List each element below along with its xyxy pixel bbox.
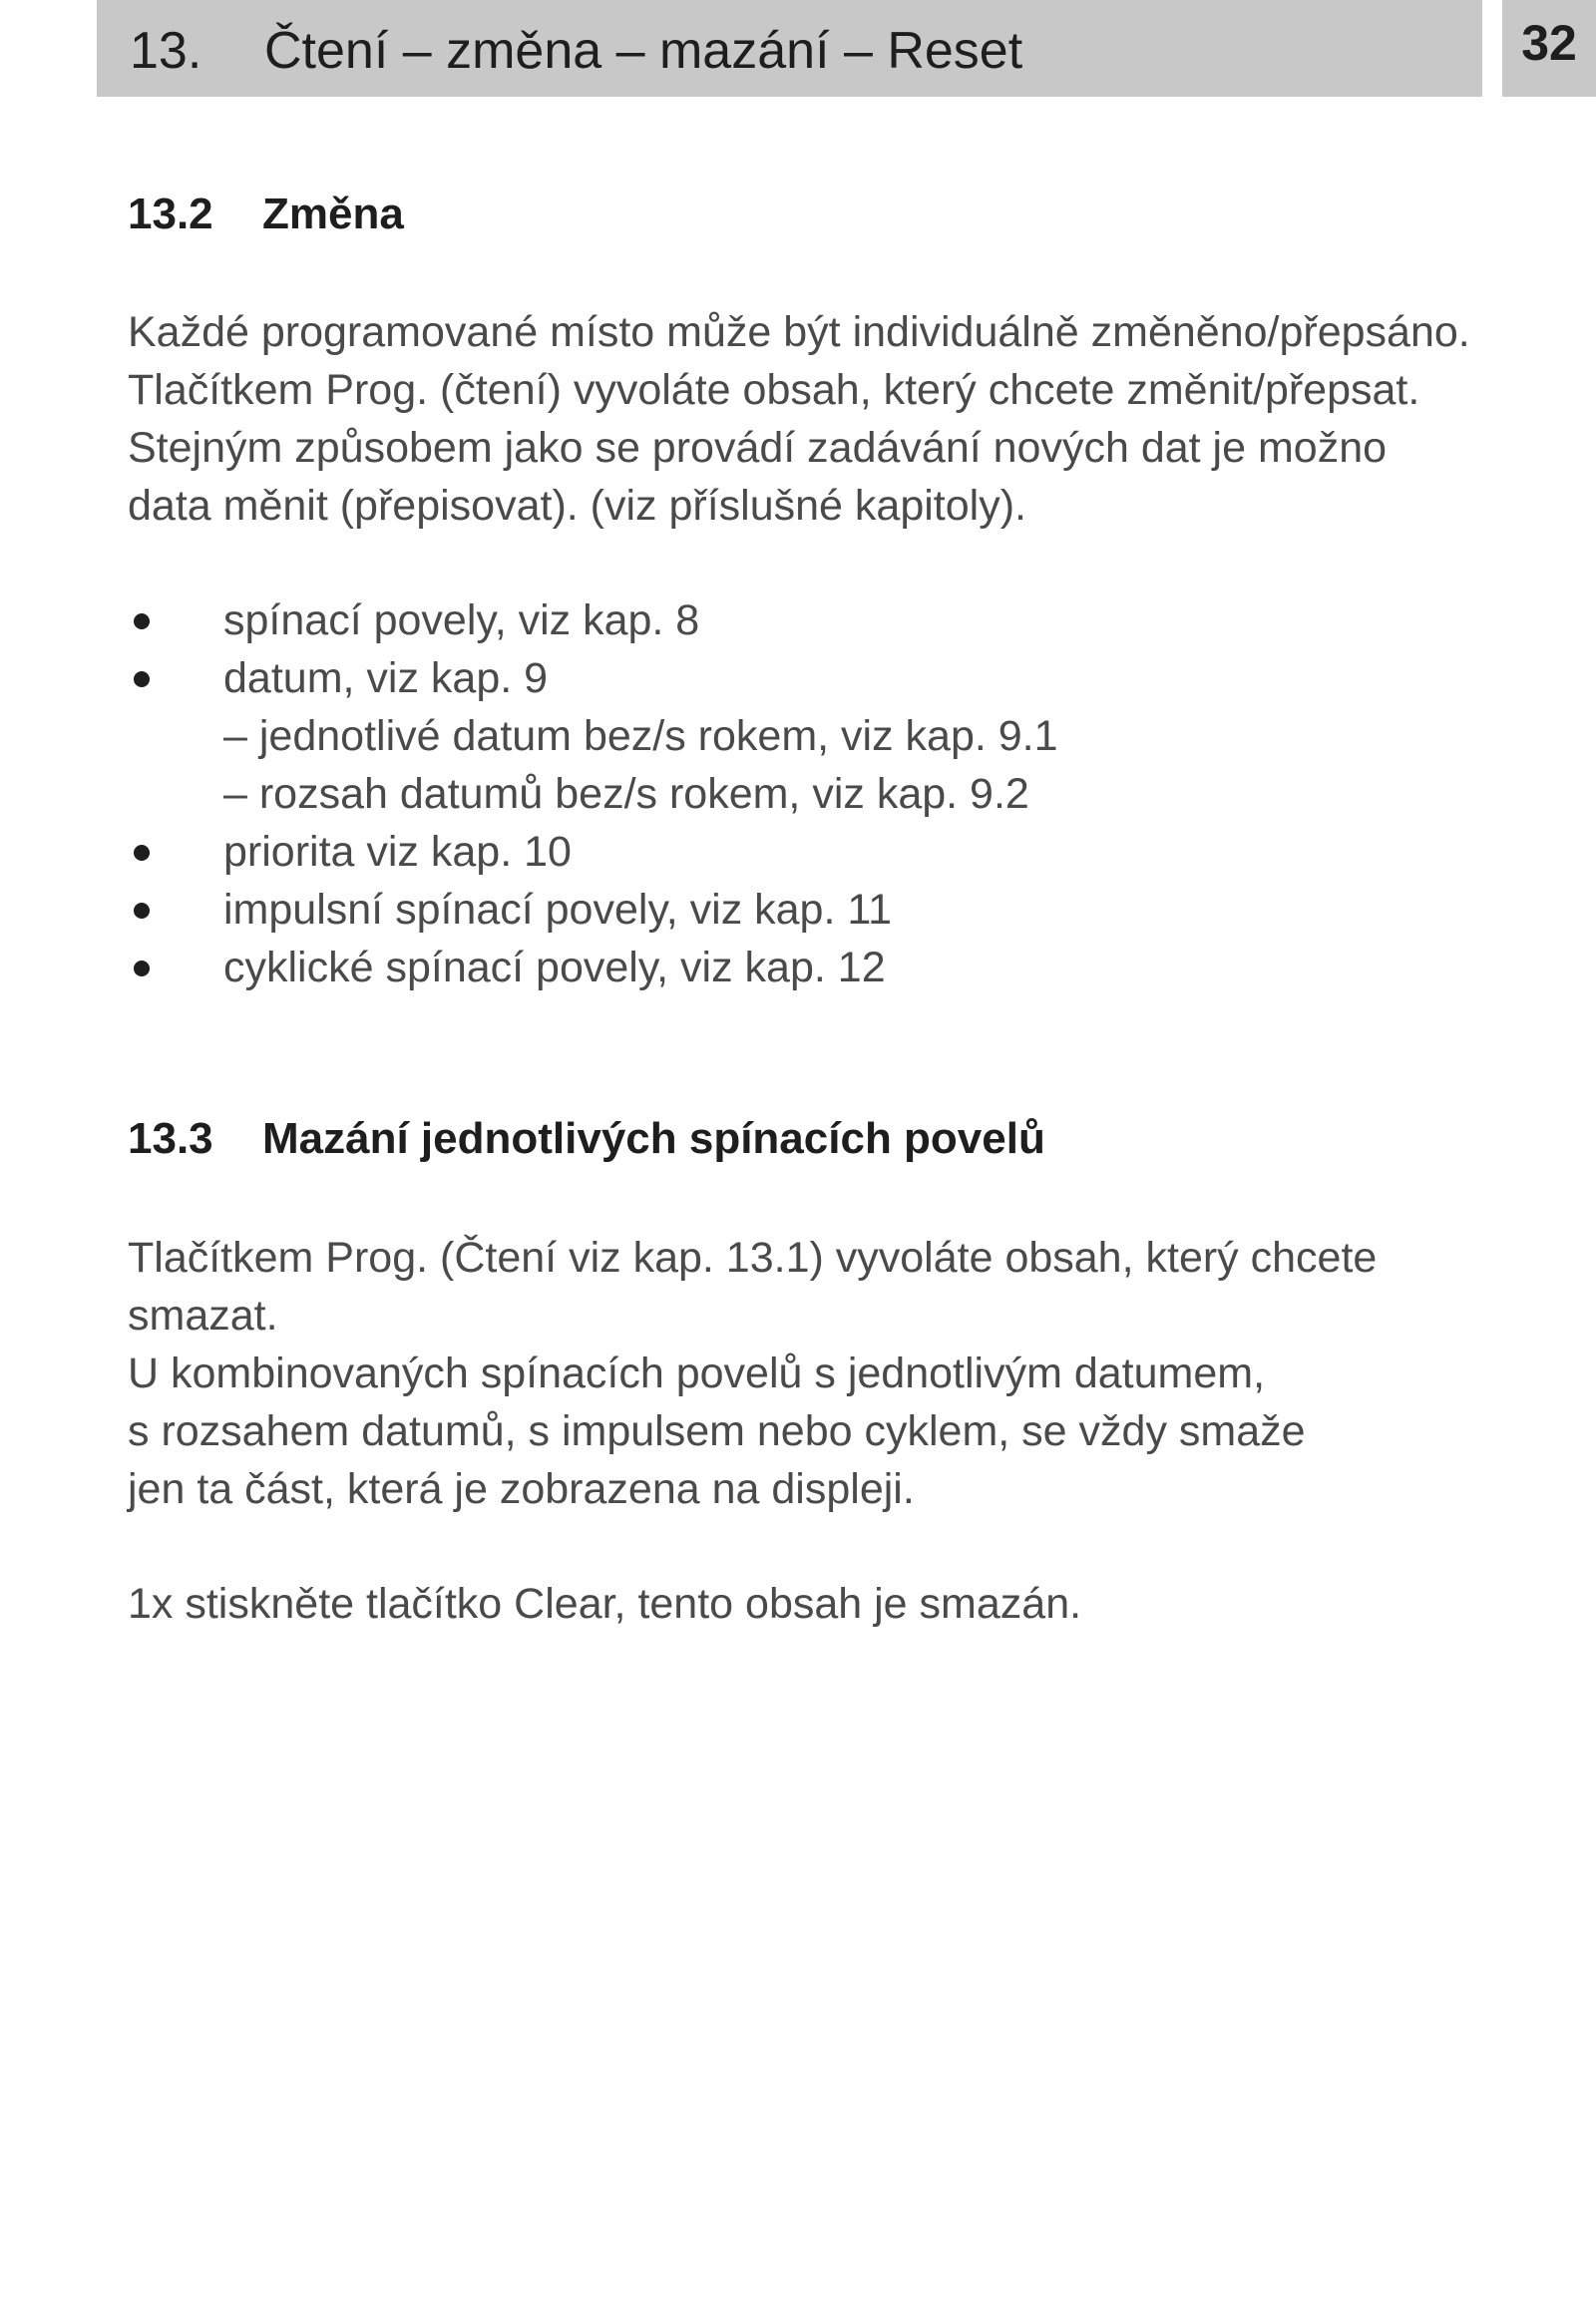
page-number: 32 — [1521, 15, 1577, 71]
section-title: Změna — [262, 190, 404, 238]
list-item: cyklické spínací povely, viz kap. 12 — [128, 939, 1058, 996]
section-13-2-paragraph — [128, 303, 1470, 535]
chapter-title-text: Čtení – změna – mazání – Reset — [264, 22, 1023, 80]
list-item: priorita viz kap. 10 — [128, 823, 1058, 881]
paragraph-line: Tlačítkem Prog. (čtení) vyvoláte obsah, který chcete změnit/přepsat. — [128, 366, 1420, 414]
section-heading-13-3 — [128, 1114, 1045, 1164]
list-subitem: – jednotlivé datum bez/s rokem, viz kap. 9.1 — [223, 712, 1058, 760]
section-13-3-paragraph — [128, 1229, 1377, 1518]
section-title: Mazání jednotlivých spínacích povelů — [262, 1114, 1045, 1163]
paragraph-line: Tlačítkem Prog. (Čtení viz kap. 13.1) vyvoláte obsah, který chcete — [128, 1234, 1378, 1282]
chapter-number: 13. — [130, 22, 202, 80]
paragraph-line: Stejným způsobem jako se provádí zadávání nových dat je možno — [128, 424, 1388, 472]
section-13-3-instruction — [128, 1575, 1081, 1633]
paragraph-line: s rozsahem datumů, s impulsem nebo cyklem, se vždy smaže — [128, 1407, 1306, 1455]
list-item: spínací povely, viz kap. 8 — [128, 591, 1058, 649]
paragraph-line: data měnit (přepisovat). (viz příslušné kapitoly). — [128, 482, 1026, 530]
chapter-title — [130, 16, 1022, 86]
paragraph-line: 1x stiskněte tlačítko Clear, tento obsah je smazán. — [128, 1580, 1082, 1628]
paragraph-line: smazat. — [128, 1292, 278, 1340]
paragraph-line: U kombinovaných spínacích povelů s jednotlivým datumem, — [128, 1349, 1266, 1397]
list-item: impulsní spínací povely, viz kap. 11 — [128, 881, 1058, 939]
list-item: datum, viz kap. 9 — [128, 649, 1058, 707]
reference-list — [128, 591, 1058, 996]
section-heading-13-2 — [128, 190, 404, 239]
section-number: 13.3 — [128, 1114, 213, 1163]
section-number: 13.2 — [128, 190, 213, 238]
list-subitem: – rozsah datumů bez/s rokem, viz kap. 9.2 — [223, 770, 1029, 818]
paragraph-line: Každé programované místo může být individuálně změněno/přepsáno. — [128, 308, 1470, 356]
paragraph-line: jen ta část, která je zobrazena na displeji. — [128, 1465, 915, 1513]
